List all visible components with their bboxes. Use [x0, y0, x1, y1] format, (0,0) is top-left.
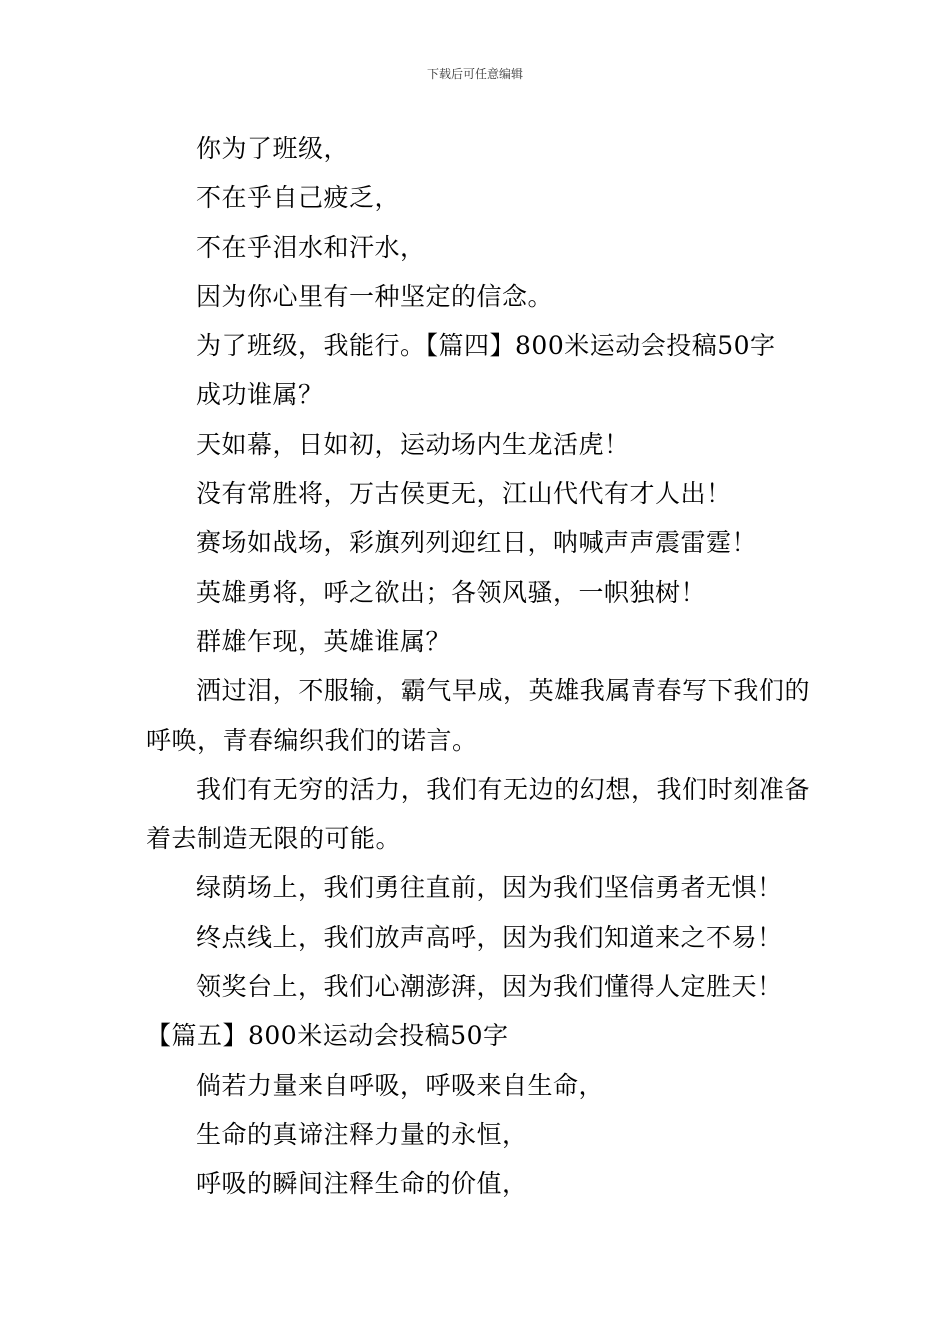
paragraph: 终点线上，我们放声高呼，因为我们知道来之不易！: [196, 922, 783, 952]
paragraph: 英雄勇将，呼之欲出；各领风骚，一帜独树！: [196, 577, 707, 607]
paragraph: 生命的真谛注释力量的永恒，: [196, 1119, 528, 1149]
paragraph: 赛场如战场，彩旗列列迎红日，呐喊声声震雷霆！: [196, 528, 758, 558]
paragraph: 你为了班级，: [196, 134, 350, 163]
paragraph: 成功谁属？: [196, 380, 324, 410]
paragraph: 因为你心里有一种坚定的信念。: [196, 281, 554, 311]
paragraph: 天如幕，日如初，运动场内生龙活虎！: [196, 429, 630, 459]
paragraph: 绿荫场上，我们勇往直前，因为我们坚信勇者无惧！: [196, 873, 783, 903]
section-heading: 【篇五】800米运动会投稿50字: [146, 1021, 509, 1051]
paragraph: 呼吸的瞬间注释生命的价值，: [196, 1169, 528, 1199]
paragraph: 洒过泪，不服输，霸气早成，英雄我属青春写下我们的呼唤，青春编织我们的诺言。: [146, 676, 810, 755]
document-body: [146, 124, 810, 1209]
paragraph: 我们有无穷的活力，我们有无边的幻想，我们时刻准备着去制造无限的可能。: [146, 774, 810, 854]
paragraph: 没有常胜将，万古侯更无，江山代代有才人出！: [196, 479, 732, 509]
paragraph: 不在乎泪水和汗水，: [196, 232, 426, 262]
paragraph-with-section-heading: 为了班级，我能行。【篇四】800米运动会投稿50字: [196, 331, 776, 361]
paragraph: 倘若力量来自呼吸，呼吸来自生命，: [196, 1070, 605, 1100]
paragraph: 领奖台上，我们心潮澎湃，因为我们懂得人定胜天！: [196, 972, 783, 1002]
paragraph: 群雄乍现，英雄谁属？: [196, 626, 452, 656]
paragraph: 不在乎自己疲乏，: [196, 183, 401, 213]
page-header-watermark: 下载后可任意编辑: [426, 67, 523, 81]
